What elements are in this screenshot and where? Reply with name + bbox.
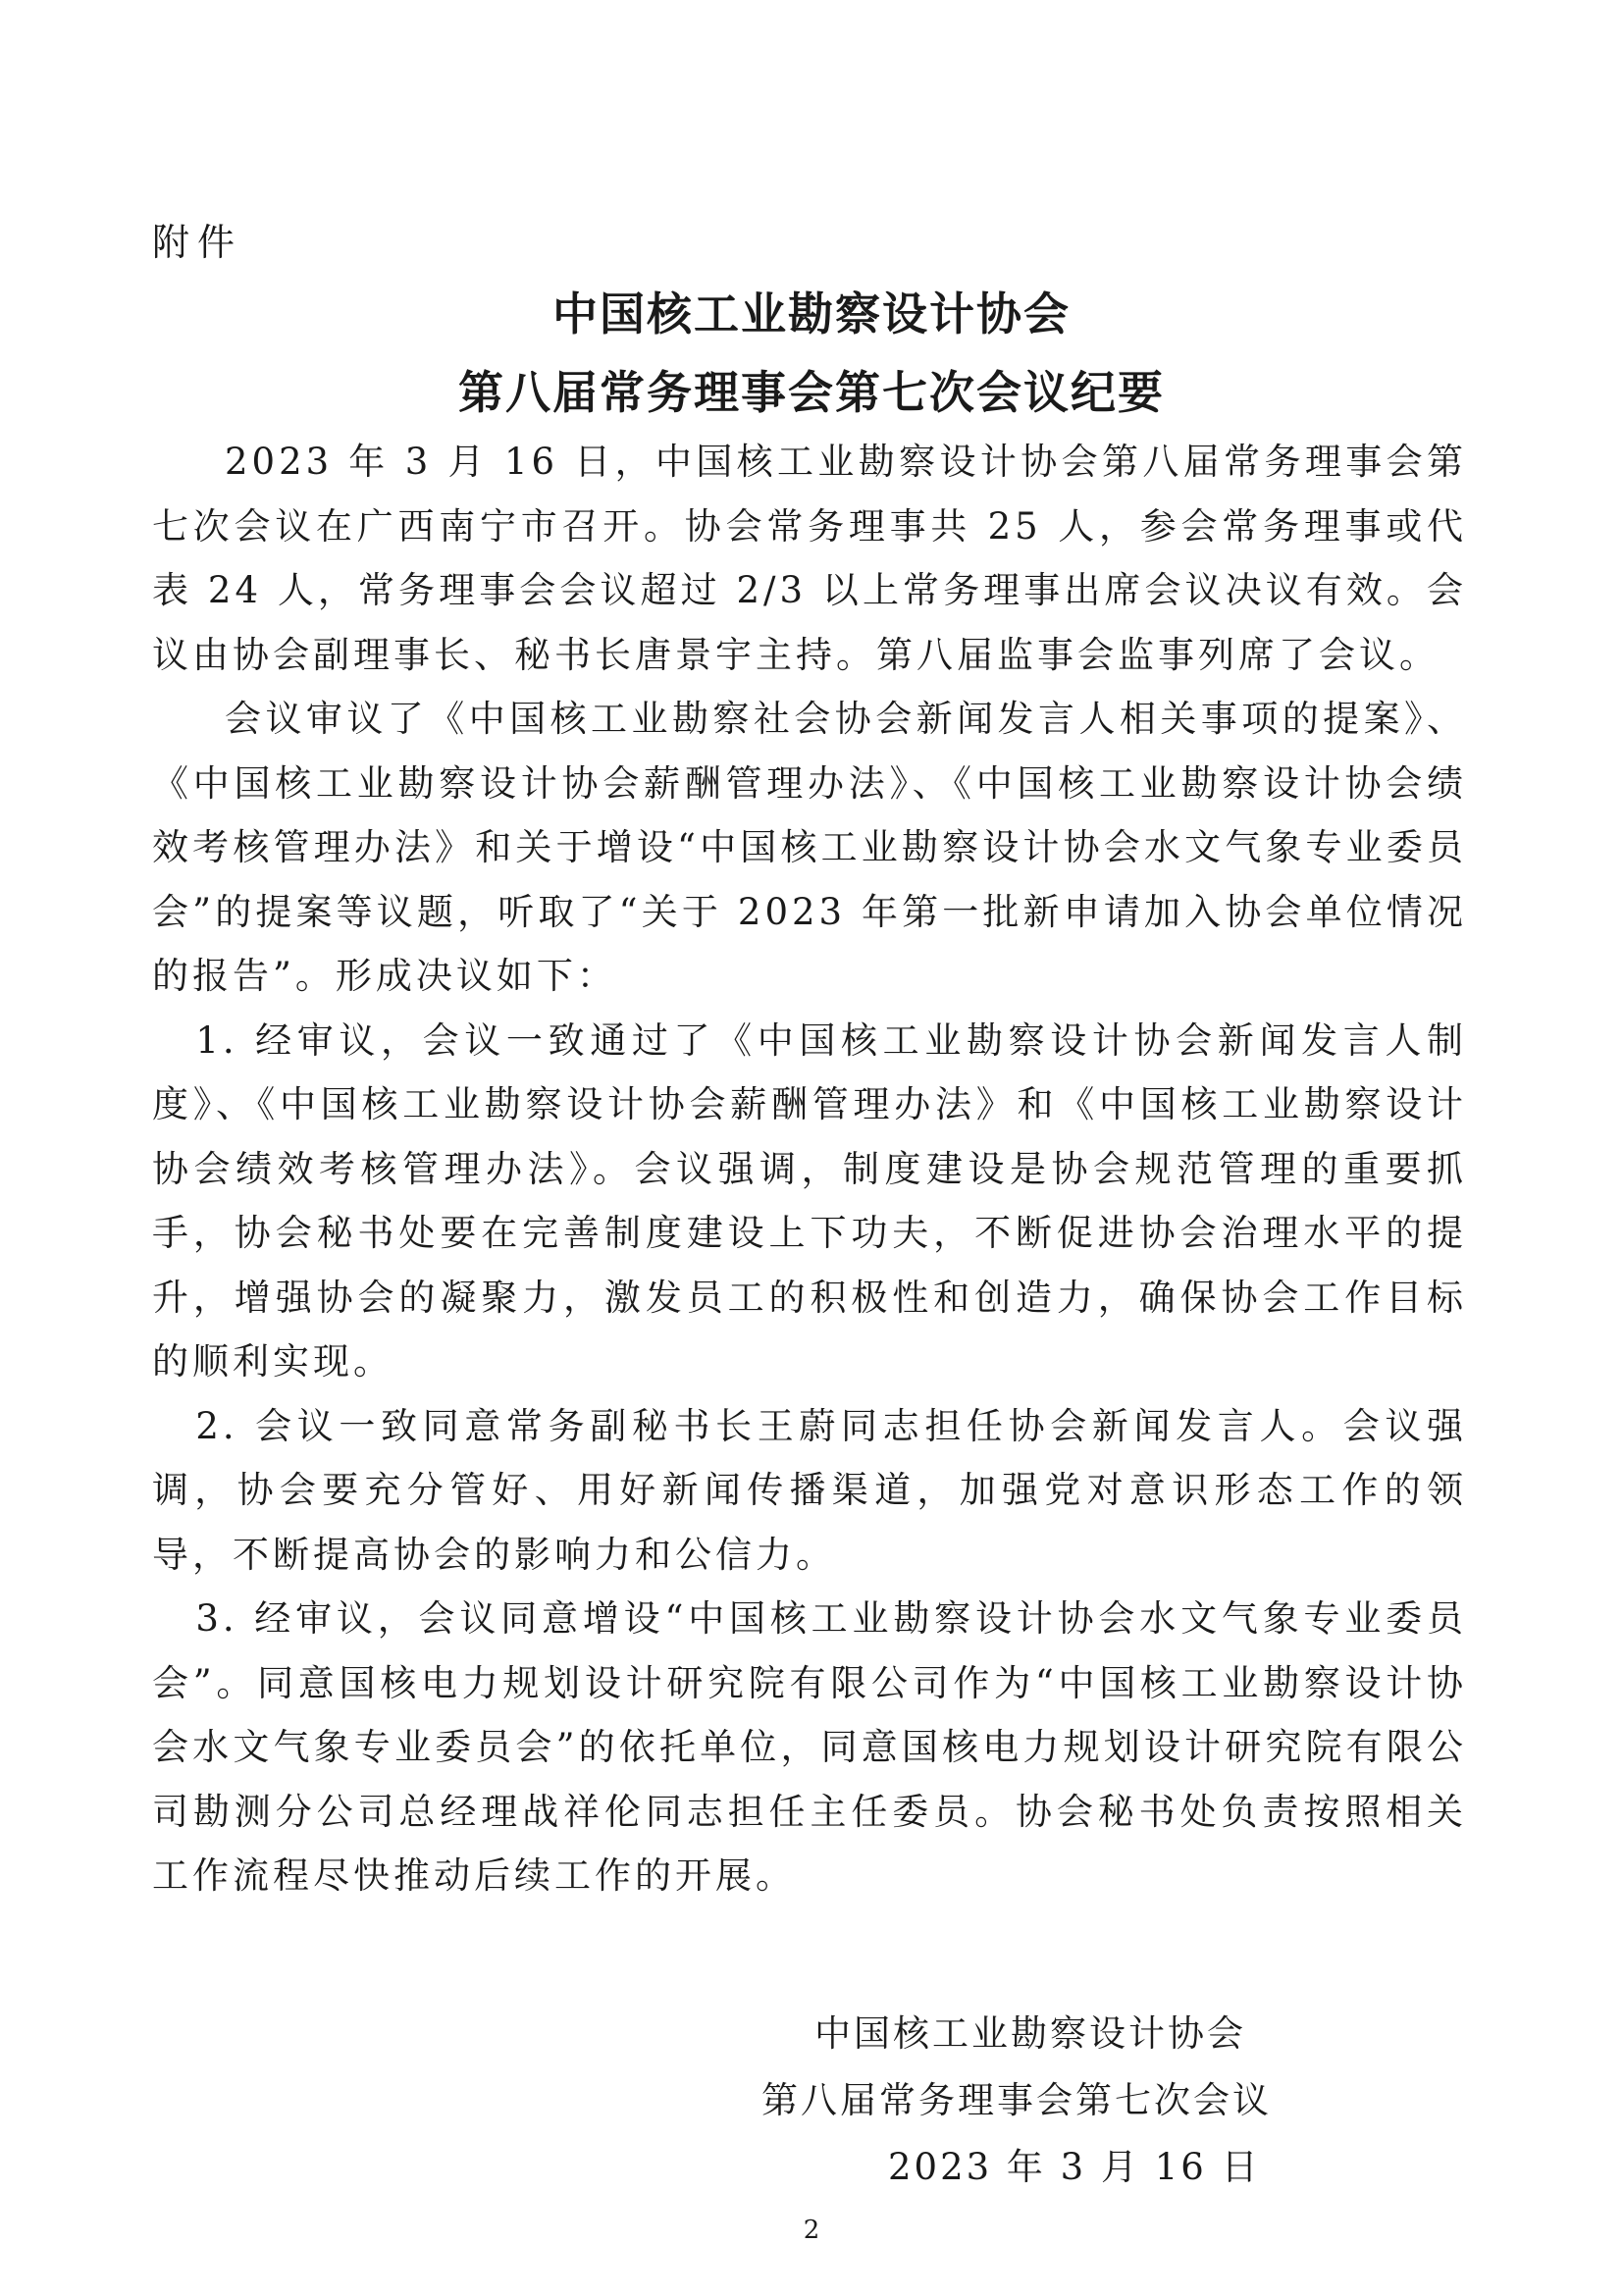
signature-date: 2023 年 3 月 16 日 — [888, 2146, 1261, 2188]
paragraph-resolution-1: 1. 经审议，会议一致通过了《中国核工业勘察设计协会新闻发言人制度》、《中国核工业勘察设计协会薪酬管理办法》和《中国核工业勘察设计协会绩效考核管理办法》。会议强调，制度建设是协会规范管理的重要抓手，协会秘书处要在完善制度建设上下功夫，不断促进协会治理水平的提升，增强协会的凝聚力，激发员工的积极性和创造力，确保协会工作目标的顺利实现。 — [152, 1018, 1467, 1383]
document-body — [152, 430, 1467, 1908]
page-number: 2 — [803, 2216, 820, 2245]
paragraph-agenda: 会议审议了《中国核工业勘察社会协会新闻发言人相关事项的提案》、《中国核工业勘察设计协会薪酬管理办法》、《中国核工业勘察设计协会绩效考核管理办法》和关于增设“中国核工业勘察设计协会水文气象专业委员会”的提案等议题，听取了“关于 2023 年第一批新申请加入协会单位情况的报告”。形成决议如下： — [152, 698, 1467, 997]
signature-organization: 中国核工业勘察设计协会 — [814, 2012, 1246, 2055]
paragraph-meeting-overview: 2023 年 3 月 16 日，中国核工业勘察设计协会第八届常务理事会第七次会议在广西南宁市召开。协会常务理事共 25 人，参会常务理事或代表 24 人，常务理事会会议超过 2/3 以上常务理事出席会议决议有效。会议由协会副理事长、秘书长唐景宇主持。第八届监事会监事列席了会议。 — [152, 441, 1467, 676]
document-title-line-2: 第八届常务理事会第七次会议纪要 — [458, 366, 1165, 419]
paragraph-resolution-2: 2. 会议一致同意常务副秘书长王蔚同志担任协会新闻发言人。会议强调，协会要充分管好、用好新闻传播渠道，加强党对意识形态工作的领导，不断提高协会的影响力和公信力。 — [152, 1404, 1467, 1576]
attachment-label: 附件 — [152, 221, 243, 264]
document-title-line-1: 中国核工业勘察设计协会 — [552, 287, 1071, 340]
signature-meeting: 第八届常务理事会第七次会议 — [761, 2079, 1272, 2121]
paragraph-resolution-3: 3. 经审议，会议同意增设“中国核工业勘察设计协会水文气象专业委员会”。同意国核电力规划设计研究院有限公司作为“中国核工业勘察设计协会水文气象专业委员会”的依托单位，同意国核电力规划设计研究院有限公司勘测分公司总经理战祥伦同志担任主任委员。协会秘书处负责按照相关工作流程尽快推动后续工作的开展。 — [152, 1597, 1467, 1897]
